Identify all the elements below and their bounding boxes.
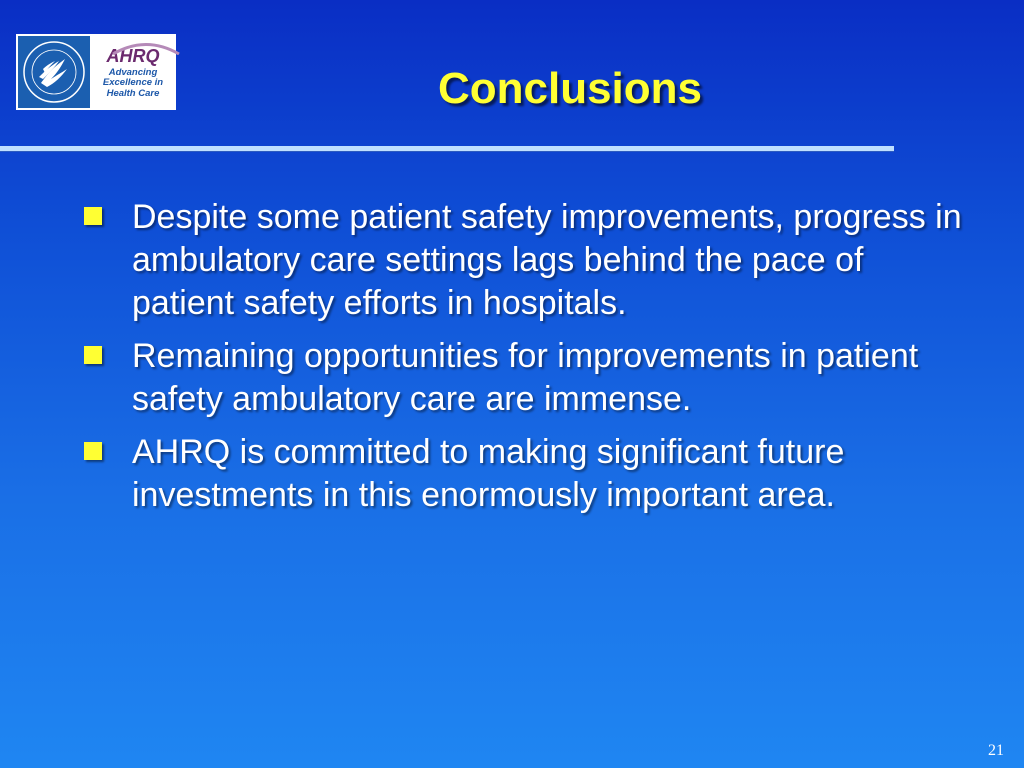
arc-icon xyxy=(111,41,181,55)
bullet-list xyxy=(84,196,964,527)
bullet-text: AHRQ is committed to making significant future investments in this enormously important area. xyxy=(132,433,845,514)
list-item xyxy=(84,335,964,421)
slide-title: Conclusions xyxy=(437,64,703,113)
square-bullet-icon xyxy=(84,442,102,460)
square-bullet-icon xyxy=(84,346,102,364)
list-item xyxy=(84,431,964,517)
hhs-seal-logo xyxy=(18,36,90,108)
square-bullet-icon xyxy=(84,207,102,225)
bullet-text: Despite some patient safety improvements, progress in ambulatory care settings lags behind the pace of patient safety efforts in hospitals. xyxy=(132,198,962,322)
logo-banner xyxy=(16,34,176,110)
eagle-icon xyxy=(21,39,87,105)
list-item xyxy=(84,196,964,325)
title-divider xyxy=(0,146,894,152)
bullet-text: Remaining opportunities for improvements in patient safety ambulatory care are immense. xyxy=(132,337,919,418)
page-number: 21 xyxy=(988,742,1004,759)
ahrq-tagline: Advancing Excellence in Health Care xyxy=(102,66,164,99)
ahrq-wordmark: AHRQ xyxy=(107,47,160,65)
ahrq-logo xyxy=(92,36,174,108)
